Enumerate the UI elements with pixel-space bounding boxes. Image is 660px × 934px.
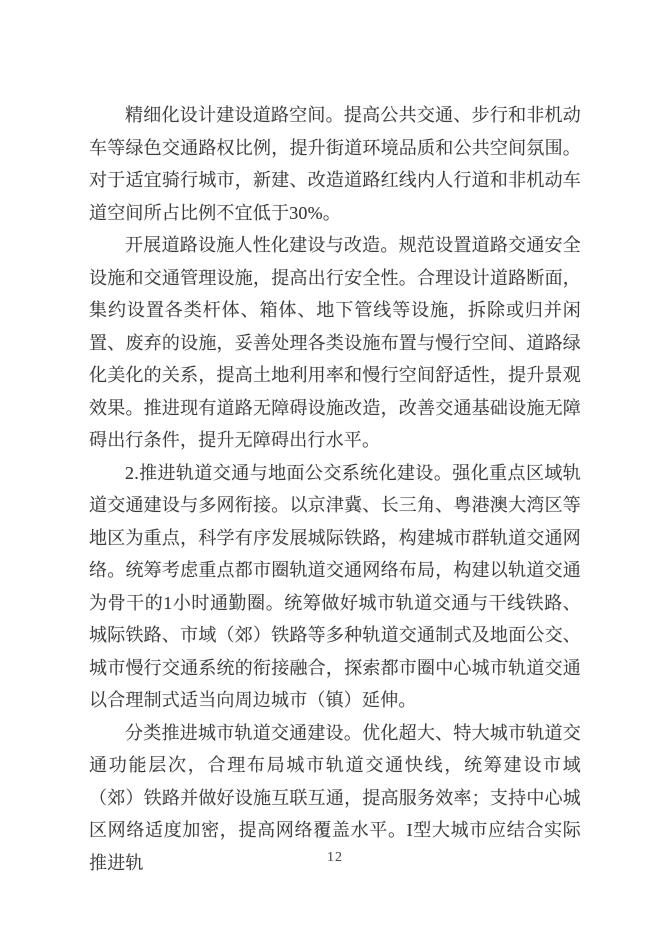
paragraph-road-facility-humanization: 开展道路设施人性化建设与改造。规范设置道路交通安全设施和交通管理设施，提高出行安全性。合理设计道路断面，集约设置各类杆体、箱体、地下管线等设施，拆除或归并闲置、废弃的设施，妥善处理各类设施布置与慢行空间、道路绿化美化的关系，提高土地利用率和慢行空间舒适性，提升景观效果。推进现有道路无障碍设施改造，改善交通基础设施无障碍出行条件，提升无障碍出行水平。 (89, 235, 581, 450)
document-body (89, 99, 581, 879)
paragraph-road-space-design: 精细化设计建设道路空间。提高公共交通、步行和非机动车等绿色交通路权比例，提升街道环境品质和公共空间氛围。对于适宜骑行城市，新建、改造道路红线内人行道和非机动车道空间所占比例不宜低于30%。 (89, 105, 581, 223)
paragraph-rail-transit-bus-systemization: 2.推进轨道交通与地面公交系统化建设。强化重点区域轨道交通建设与多网衔接。以京津冀、长三角、粤港澳大湾区等地区为重点，科学有序发展城际铁路，构建城市群轨道交通网络。统筹考虑重点都市圈轨道交通网络布局，构建以轨道交通为骨干的1小时通勤圈。统筹做好城市轨道交通与干线铁路、城际铁路、市域（郊）铁路等多种轨道交通制式及地面公交、城市慢行交通系统的衔接融合，探索都市圈中心城市轨道交通以合理制式适当向周边城市（镇）延伸。 (89, 462, 581, 710)
page-number: 12 (327, 850, 343, 865)
paragraph-urban-rail-classified-construction: 分类推进城市轨道交通建设。优化超大、特大城市轨道交通功能层次，合理布局城市轨道交通快线，统筹建设市域（郊）铁路并做好设施互联互通，提高服务效率；支持中心城区网络适度加密，提高网络覆盖水平。I型大城市应结合实际推进轨 (89, 722, 581, 873)
